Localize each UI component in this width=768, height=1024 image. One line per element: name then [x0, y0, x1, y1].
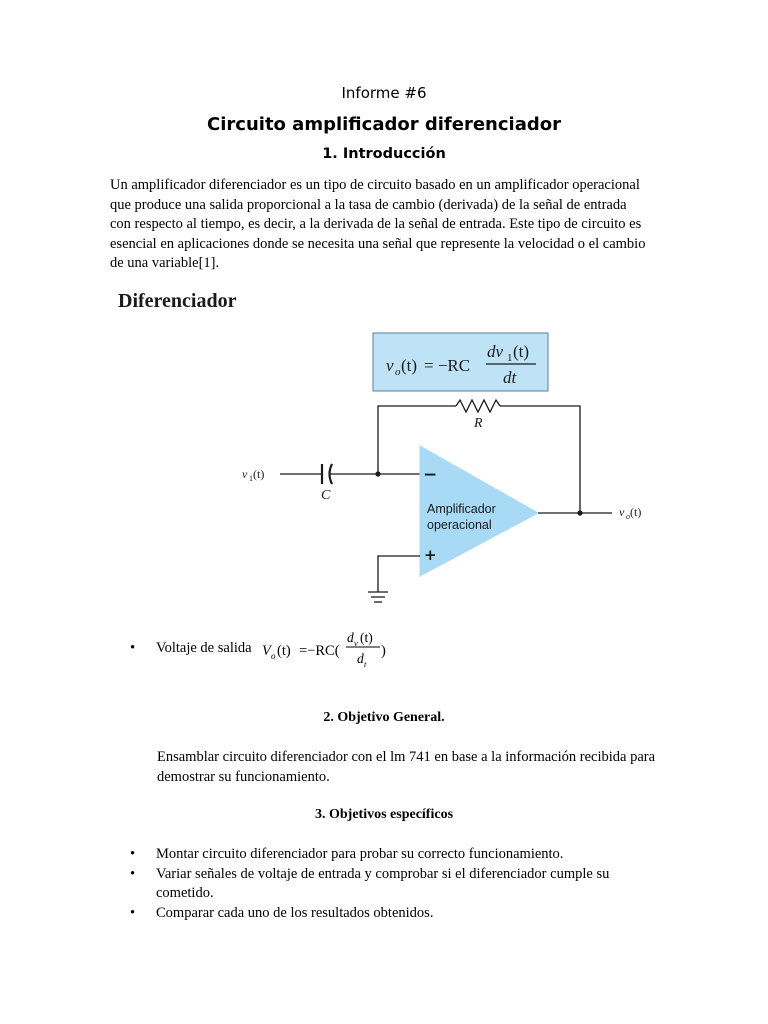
- report-number: Informe #6: [341, 84, 427, 102]
- output-label-arg: (t): [630, 505, 642, 519]
- section-heading-introduccion: 1. Introducción: [322, 146, 446, 162]
- output-voltage-formula: [258, 626, 398, 672]
- resistor-label: R: [474, 416, 483, 431]
- opamp-label-line2: operacional: [427, 518, 492, 532]
- output-label-sub: o: [626, 512, 630, 521]
- equation-lhs-arg: (t): [401, 356, 418, 375]
- section-heading-objetivos-especificos: 3. Objetivos específicos: [314, 807, 454, 822]
- intro-paragraph: Un amplificador diferenciador es un tipo de circuito basado en un amplificador operacional que produce una salida proporcional a la tasa de cambio (derivada) de la señal de entrada con respecto al tiempo, es decir, a la derivada de la señal de entrada. Este tipo de circuito es esencial en aplicaciones donde se necesita una señal que represente la velocidad o el cambio de una variable[1].: [110, 177, 646, 271]
- input-label-arg: (t): [253, 467, 265, 481]
- formula-numerator: d: [347, 630, 354, 645]
- formula-eq: =−RC(: [299, 643, 340, 659]
- equation-denominator: dt: [503, 368, 517, 387]
- resistor-symbol: [456, 400, 500, 412]
- equation-numerator-arg: (t): [513, 342, 530, 361]
- equation-equals: = −RC: [424, 356, 471, 375]
- list-item: • Comparar cada uno de los resultados obtenidos.: [130, 904, 660, 924]
- formula-lhs: V: [262, 643, 271, 659]
- formula-bullet: [130, 640, 252, 657]
- formula-lhs-arg: (t): [277, 643, 291, 659]
- formula-lhs-sub: o: [271, 651, 276, 661]
- figure-title: Diferenciador: [118, 290, 237, 312]
- formula-denominator-sub: t: [364, 659, 367, 669]
- differentiator-circuit-figure: [110, 284, 670, 614]
- formula-close: ): [381, 643, 386, 659]
- formula-numerator-arg: (t): [360, 630, 373, 645]
- formula-label: Voltaje de salida: [156, 640, 252, 656]
- section-heading-objetivo-general: 2. Objetivo General.: [323, 710, 445, 725]
- opamp-plus-sign: +: [424, 546, 437, 564]
- input-path: [280, 464, 420, 484]
- objetivos-especificos-list: [130, 845, 660, 923]
- list-item: • Variar señales de voltaje de entrada y comprobar si el diferenciador cumple su cometido.: [130, 865, 660, 904]
- page-title: Circuito amplificador diferenciador: [207, 114, 561, 135]
- capacitor-label: C: [321, 488, 331, 503]
- bullet-glyph: •: [130, 640, 136, 656]
- input-label: v: [242, 467, 248, 481]
- output-label: v: [619, 505, 625, 519]
- formula-denominator: d: [357, 651, 364, 666]
- equation-lhs-sub: o: [395, 366, 401, 378]
- list-item: • Montar circuito diferenciador para probar su correcto funcionamiento.: [130, 845, 660, 865]
- input-label-sub: 1: [249, 474, 253, 483]
- ground-symbol: [368, 556, 420, 602]
- output-node: [577, 510, 582, 515]
- equation-lhs: v: [386, 356, 394, 375]
- equation-numerator: dv: [487, 342, 504, 361]
- objetivo-general-paragraph: Ensamblar circuito diferenciador con el lm 741 en base a la información recibida para demostrar su funcionamiento.: [157, 749, 656, 785]
- formula-numerator-sub: v: [354, 638, 358, 648]
- opamp-minus-sign: −: [423, 465, 438, 485]
- equation-numerator-sub: 1: [507, 352, 513, 364]
- inverting-node: [375, 471, 380, 476]
- opamp-label-line1: Amplificador: [427, 502, 496, 516]
